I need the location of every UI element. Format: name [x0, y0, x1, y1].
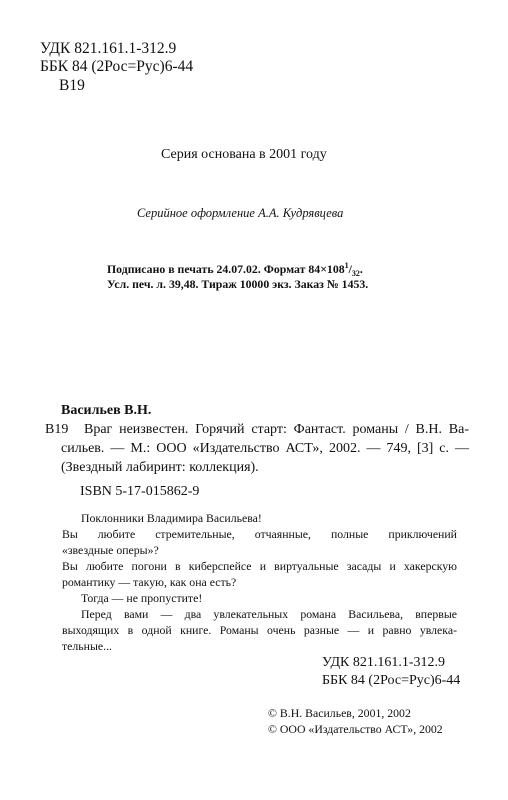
footer-udk: УДК 821.161.1-312.9 — [322, 655, 446, 670]
bib-line-3: (Звездный лабиринт: коллекция). — [61, 460, 259, 475]
format-sub: 32 — [351, 269, 360, 278]
annotation-line-9: тельные... — [62, 639, 112, 653]
copyright-author: © В.Н. Васильев, 2001, 2002 — [268, 706, 411, 720]
annotation-line-4: Вы любите погони в киберспейсе и виртуальные засады и хакерскую — [62, 559, 457, 573]
series-note: Серия основана в 2001 году — [161, 147, 327, 162]
annotation-line-2: Вы любите стремительные, отчаянные, полные приключений — [62, 527, 457, 541]
author-mark: В19 — [59, 77, 85, 94]
bib-author: Васильев В.Н. — [61, 403, 152, 418]
annotation-line-8: выходящих в одной книге. Романы очень разные — и равно увлека- — [62, 623, 457, 637]
annotation-line-5: романтику — такую, как она есть? — [62, 575, 237, 589]
print-signed-line — [107, 261, 363, 278]
bib-line-2: сильев. — М.: ООО «Издательство АСТ», 2002. — 749, [3] с. — — [61, 441, 469, 456]
bbk-code: ББК 84 (2Рос=Рус)6-44 — [40, 58, 194, 75]
print-signed-text: Подписано в печать 24.07.02. Формат 84×108 — [107, 262, 345, 276]
udk-code: УДК 821.161.1-312.9 — [40, 40, 177, 57]
copyright-publisher: © ООО «Издательство АСТ», 2002 — [268, 722, 443, 736]
footer-bbk: ББК 84 (2Рос=Рус)6-44 — [322, 673, 461, 688]
bib-line-1: Враг неизвестен. Горячий старт: Фантаст. романы / В.Н. Ва- — [84, 422, 469, 437]
print-conditions-line: Усл. печ. л. 39,48. Тираж 10000 экз. Заказ № 1453. — [107, 277, 369, 291]
bib-code: В19 — [45, 422, 69, 437]
format-sup: 1 — [344, 261, 349, 270]
format-end: . — [359, 262, 363, 276]
design-note: Серийное оформление А.А. Кудрявцева — [137, 206, 344, 220]
annotation-line-3: «звездные оперы»? — [62, 543, 159, 557]
format-slash: / — [348, 262, 352, 276]
annotation-line-1: Поклонники Владимира Васильева! — [81, 511, 262, 525]
annotation-line-6: Тогда — не пропустите! — [81, 591, 203, 605]
isbn: ISBN 5-17-015862-9 — [80, 484, 200, 499]
annotation-line-7: Перед вами — два увлекательных романа Васильева, впервые — [81, 607, 457, 621]
